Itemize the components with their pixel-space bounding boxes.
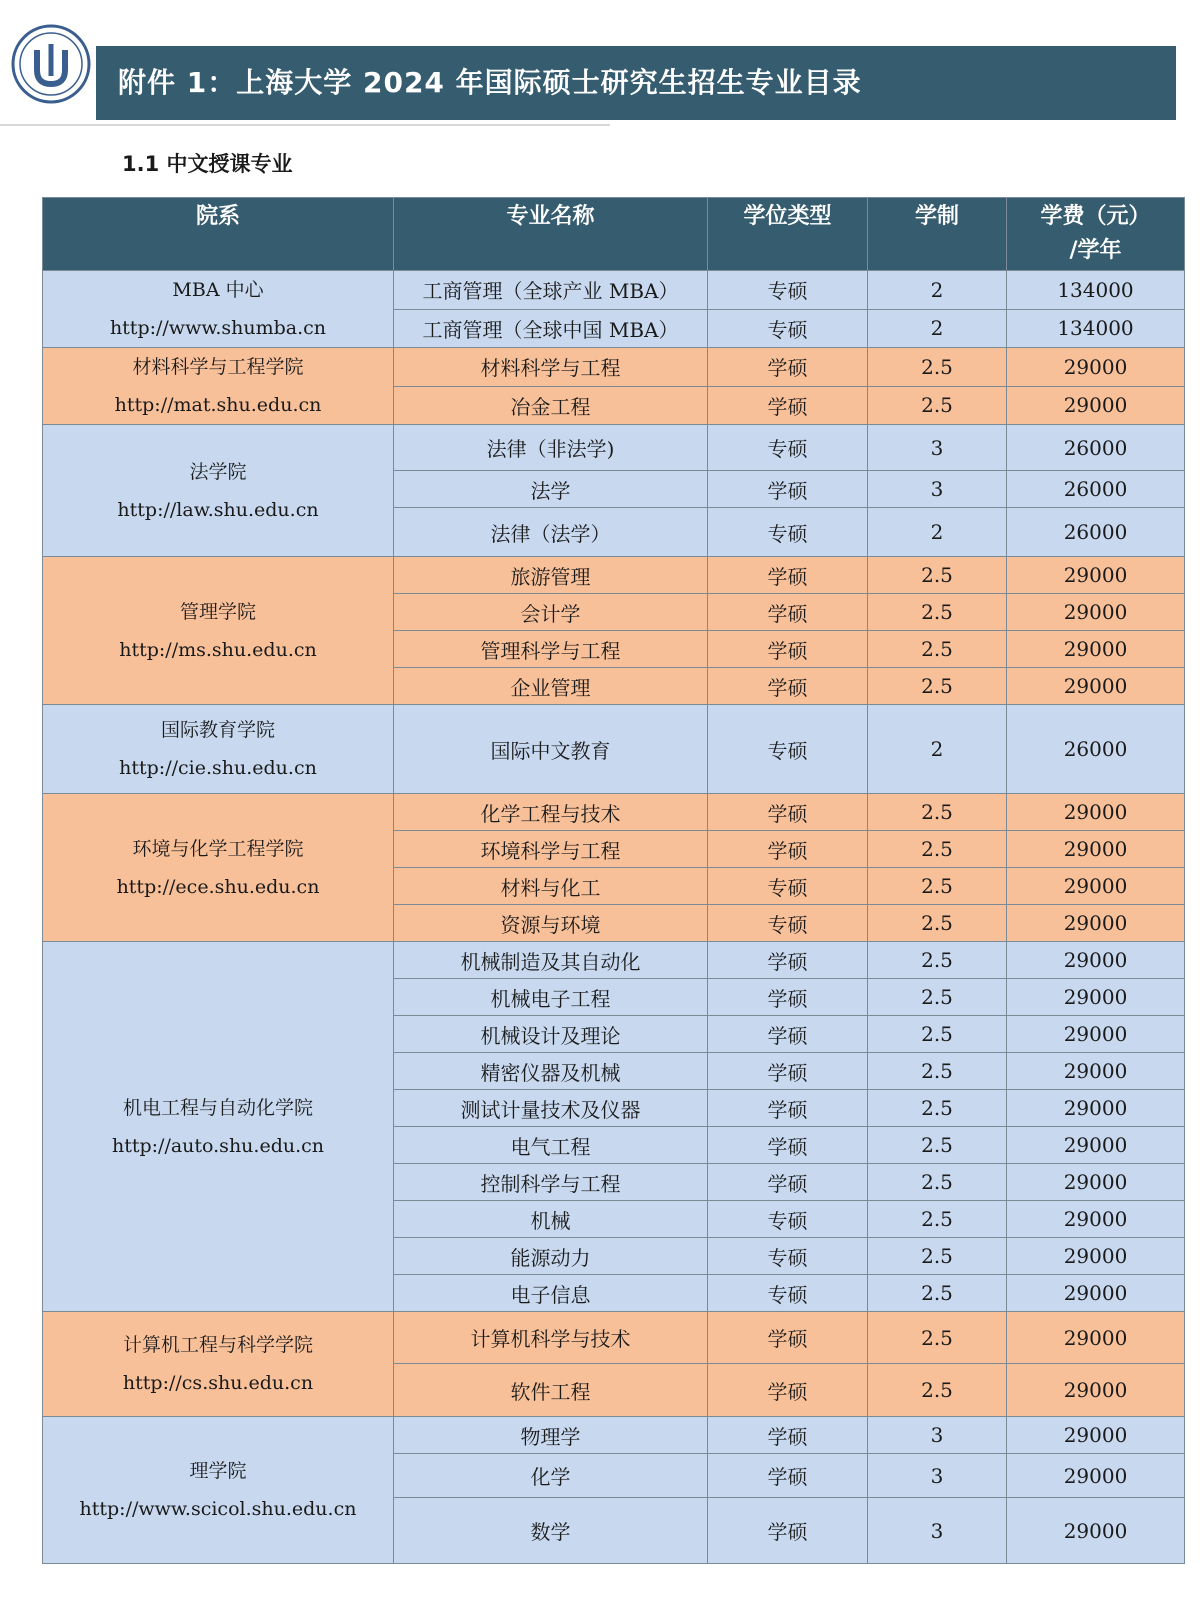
duration-cell: 2.5 xyxy=(868,1364,1007,1417)
program-name-cell: 管理科学与工程 xyxy=(394,631,708,668)
duration-cell: 2.5 xyxy=(868,1312,1007,1364)
department-cell xyxy=(43,425,394,557)
tuition-cell: 26000 xyxy=(1007,471,1185,508)
department-name: 国际教育学院 xyxy=(160,719,275,741)
table-body xyxy=(43,271,1185,1564)
department-cell xyxy=(43,348,394,425)
tuition-cell: 29000 xyxy=(1007,1275,1185,1312)
tuition-cell: 29000 xyxy=(1007,868,1185,905)
tuition-cell: 29000 xyxy=(1007,1312,1185,1364)
program-name-cell: 资源与环境 xyxy=(394,905,708,942)
program-name-cell: 工商管理（全球产业 MBA） xyxy=(394,271,708,310)
duration-cell: 2 xyxy=(868,271,1007,310)
col-department-header: 院系 xyxy=(43,198,394,271)
program-name-cell: 机械电子工程 xyxy=(394,979,708,1016)
section-title: 1.1 中文授课专业 xyxy=(122,152,293,176)
department-url[interactable]: http://www.shumba.cn xyxy=(109,317,327,339)
degree-type-cell: 专硕 xyxy=(708,271,868,310)
col-degree-type-header: 学位类型 xyxy=(708,198,868,271)
program-name-cell: 精密仪器及机械 xyxy=(394,1053,708,1090)
department-url[interactable]: http://auto.shu.edu.cn xyxy=(111,1134,325,1157)
department-url[interactable]: http://cs.shu.edu.cn xyxy=(122,1372,314,1394)
degree-type-cell: 专硕 xyxy=(708,1275,868,1312)
degree-type-cell: 学硕 xyxy=(708,1312,868,1364)
degree-type-cell: 专硕 xyxy=(708,425,868,471)
program-name-cell: 机械制造及其自动化 xyxy=(394,942,708,979)
department-cell xyxy=(43,557,394,705)
duration-cell: 2.5 xyxy=(868,386,1007,425)
duration-cell: 3 xyxy=(868,1417,1007,1454)
duration-cell: 2.5 xyxy=(868,905,1007,942)
department-url[interactable]: http://law.shu.edu.cn xyxy=(117,498,319,521)
department-name: 环境与化学工程学院 xyxy=(132,837,304,860)
degree-type-cell: 学硕 xyxy=(708,831,868,868)
degree-type-cell: 专硕 xyxy=(708,705,868,794)
duration-cell: 2.5 xyxy=(868,1016,1007,1053)
program-name-cell: 企业管理 xyxy=(394,668,708,705)
degree-type-cell: 学硕 xyxy=(708,979,868,1016)
tuition-cell: 29000 xyxy=(1007,668,1185,705)
department-url[interactable]: http://ms.shu.edu.cn xyxy=(119,638,317,661)
duration-cell: 2 xyxy=(868,508,1007,557)
tuition-cell: 134000 xyxy=(1007,309,1185,348)
col-duration-header: 学制 xyxy=(868,198,1007,271)
program-name-cell: 控制科学与工程 xyxy=(394,1164,708,1201)
program-name-cell: 机械设计及理论 xyxy=(394,1016,708,1053)
tuition-cell: 29000 xyxy=(1007,557,1185,594)
duration-cell: 3 xyxy=(868,425,1007,471)
col-program-header: 专业名称 xyxy=(394,198,708,271)
duration-cell: 3 xyxy=(868,471,1007,508)
tuition-cell: 29000 xyxy=(1007,831,1185,868)
degree-type-cell: 学硕 xyxy=(708,348,868,387)
tuition-cell: 26000 xyxy=(1007,425,1185,471)
degree-type-cell: 专硕 xyxy=(708,905,868,942)
degree-type-cell: 学硕 xyxy=(708,794,868,831)
duration-cell: 2.5 xyxy=(868,594,1007,631)
programs-table xyxy=(42,197,1185,1564)
table-row xyxy=(43,1417,1185,1454)
duration-cell: 3 xyxy=(868,1498,1007,1564)
degree-type-cell: 学硕 xyxy=(708,594,868,631)
department-name: 机电工程与自动化学院 xyxy=(122,1096,313,1119)
duration-cell: 2.5 xyxy=(868,1238,1007,1275)
degree-type-cell: 学硕 xyxy=(708,668,868,705)
tuition-cell: 29000 xyxy=(1007,348,1185,387)
program-name-cell: 电子信息 xyxy=(394,1275,708,1312)
tuition-cell: 134000 xyxy=(1007,271,1185,310)
duration-cell: 2.5 xyxy=(868,348,1007,387)
department-cell xyxy=(43,271,394,348)
degree-type-cell: 学硕 xyxy=(708,1127,868,1164)
program-name-cell: 法学 xyxy=(394,471,708,508)
degree-type-cell: 学硕 xyxy=(708,1090,868,1127)
duration-cell: 2.5 xyxy=(868,668,1007,705)
program-name-cell: 计算机科学与技术 xyxy=(394,1312,708,1364)
program-name-cell: 国际中文教育 xyxy=(394,705,708,794)
tuition-cell: 29000 xyxy=(1007,1238,1185,1275)
tuition-cell: 29000 xyxy=(1007,594,1185,631)
tuition-cell: 29000 xyxy=(1007,794,1185,831)
department-cell xyxy=(43,1417,394,1564)
degree-type-cell: 学硕 xyxy=(708,942,868,979)
degree-type-cell: 学硕 xyxy=(708,557,868,594)
table-row xyxy=(43,348,1185,387)
program-name-cell: 化学 xyxy=(394,1454,708,1498)
duration-cell: 2.5 xyxy=(868,1127,1007,1164)
degree-type-cell: 学硕 xyxy=(708,1417,868,1454)
degree-type-cell: 学硕 xyxy=(708,1053,868,1090)
degree-type-cell: 学硕 xyxy=(708,1364,868,1417)
tuition-cell: 29000 xyxy=(1007,1016,1185,1053)
duration-cell: 3 xyxy=(868,1454,1007,1498)
tuition-cell: 29000 xyxy=(1007,1454,1185,1498)
duration-cell: 2.5 xyxy=(868,831,1007,868)
duration-cell: 2.5 xyxy=(868,1053,1007,1090)
duration-cell: 2.5 xyxy=(868,942,1007,979)
duration-cell: 2.5 xyxy=(868,979,1007,1016)
tuition-cell: 29000 xyxy=(1007,905,1185,942)
degree-type-cell: 专硕 xyxy=(708,1201,868,1238)
duration-cell: 2.5 xyxy=(868,794,1007,831)
table-row xyxy=(43,794,1185,831)
program-name-cell: 法律（非法学) xyxy=(394,425,708,471)
table-row xyxy=(43,425,1185,471)
duration-cell: 2.5 xyxy=(868,557,1007,594)
col-tuition-header: 学费（元） /学年 xyxy=(1007,198,1185,271)
duration-cell: 2.5 xyxy=(868,1090,1007,1127)
duration-cell: 2.5 xyxy=(868,1201,1007,1238)
tuition-cell: 29000 xyxy=(1007,1164,1185,1201)
degree-type-cell: 专硕 xyxy=(708,309,868,348)
department-cell xyxy=(43,1312,394,1417)
tuition-cell: 29000 xyxy=(1007,1127,1185,1164)
program-name-cell: 机械 xyxy=(394,1201,708,1238)
tuition-cell: 29000 xyxy=(1007,1364,1185,1417)
program-name-cell: 冶金工程 xyxy=(394,386,708,425)
degree-type-cell: 专硕 xyxy=(708,1238,868,1275)
program-name-cell: 数学 xyxy=(394,1498,708,1564)
degree-type-cell: 学硕 xyxy=(708,471,868,508)
degree-type-cell: 学硕 xyxy=(708,386,868,425)
tuition-cell: 29000 xyxy=(1007,1090,1185,1127)
department-name: 法学院 xyxy=(189,460,247,483)
degree-type-cell: 学硕 xyxy=(708,631,868,668)
program-name-cell: 工商管理（全球中国 MBA） xyxy=(394,309,708,348)
duration-cell: 2.5 xyxy=(868,868,1007,905)
department-url[interactable]: http://cie.shu.edu.cn xyxy=(119,757,317,779)
table-row xyxy=(43,271,1185,310)
degree-type-cell: 学硕 xyxy=(708,1454,868,1498)
duration-cell: 2.5 xyxy=(868,1164,1007,1201)
department-name: 计算机工程与科学学院 xyxy=(122,1334,313,1356)
department-name: MBA 中心 xyxy=(172,279,264,301)
tuition-cell: 29000 xyxy=(1007,1498,1185,1564)
degree-type-cell: 学硕 xyxy=(708,1498,868,1564)
tuition-cell: 29000 xyxy=(1007,979,1185,1016)
tuition-cell: 26000 xyxy=(1007,508,1185,557)
department-url[interactable]: http://mat.shu.edu.cn xyxy=(114,394,322,416)
page-title: 附件 1：上海大学 2024 年国际硕士研究生招生专业目录 xyxy=(96,46,1176,120)
table-row xyxy=(43,705,1185,794)
program-name-cell: 化学工程与技术 xyxy=(394,794,708,831)
program-name-cell: 法律（法学） xyxy=(394,508,708,557)
tuition-cell: 29000 xyxy=(1007,386,1185,425)
table-row xyxy=(43,557,1185,594)
degree-type-cell: 专硕 xyxy=(708,868,868,905)
program-name-cell: 能源动力 xyxy=(394,1238,708,1275)
table-row xyxy=(43,942,1185,979)
department-cell xyxy=(43,705,394,794)
department-cell xyxy=(43,942,394,1312)
program-name-cell: 材料科学与工程 xyxy=(394,348,708,387)
duration-cell: 2.5 xyxy=(868,1275,1007,1312)
program-name-cell: 软件工程 xyxy=(394,1364,708,1417)
department-cell xyxy=(43,794,394,942)
duration-cell: 2 xyxy=(868,705,1007,794)
tuition-cell: 29000 xyxy=(1007,1053,1185,1090)
program-name-cell: 物理学 xyxy=(394,1417,708,1454)
department-name: 管理学院 xyxy=(179,600,256,623)
program-name-cell: 会计学 xyxy=(394,594,708,631)
department-name: 材料科学与工程学院 xyxy=(132,356,304,378)
university-logo-icon xyxy=(10,14,92,114)
department-name: 理学院 xyxy=(189,1460,247,1482)
program-name-cell: 旅游管理 xyxy=(394,557,708,594)
tuition-cell: 29000 xyxy=(1007,1201,1185,1238)
divider xyxy=(0,124,610,126)
program-name-cell: 材料与化工 xyxy=(394,868,708,905)
program-name-cell: 环境科学与工程 xyxy=(394,831,708,868)
tuition-cell: 29000 xyxy=(1007,1417,1185,1454)
degree-type-cell: 学硕 xyxy=(708,1016,868,1053)
department-url[interactable]: http://www.scicol.shu.edu.cn xyxy=(79,1498,357,1520)
department-url[interactable]: http://ece.shu.edu.cn xyxy=(116,875,320,898)
duration-cell: 2 xyxy=(868,309,1007,348)
table-header-row xyxy=(43,198,1185,271)
degree-type-cell: 学硕 xyxy=(708,1164,868,1201)
program-name-cell: 电气工程 xyxy=(394,1127,708,1164)
tuition-cell: 29000 xyxy=(1007,631,1185,668)
tuition-cell: 29000 xyxy=(1007,942,1185,979)
table-row xyxy=(43,1312,1185,1364)
program-name-cell: 测试计量技术及仪器 xyxy=(394,1090,708,1127)
duration-cell: 2.5 xyxy=(868,631,1007,668)
tuition-cell: 26000 xyxy=(1007,705,1185,794)
degree-type-cell: 专硕 xyxy=(708,508,868,557)
